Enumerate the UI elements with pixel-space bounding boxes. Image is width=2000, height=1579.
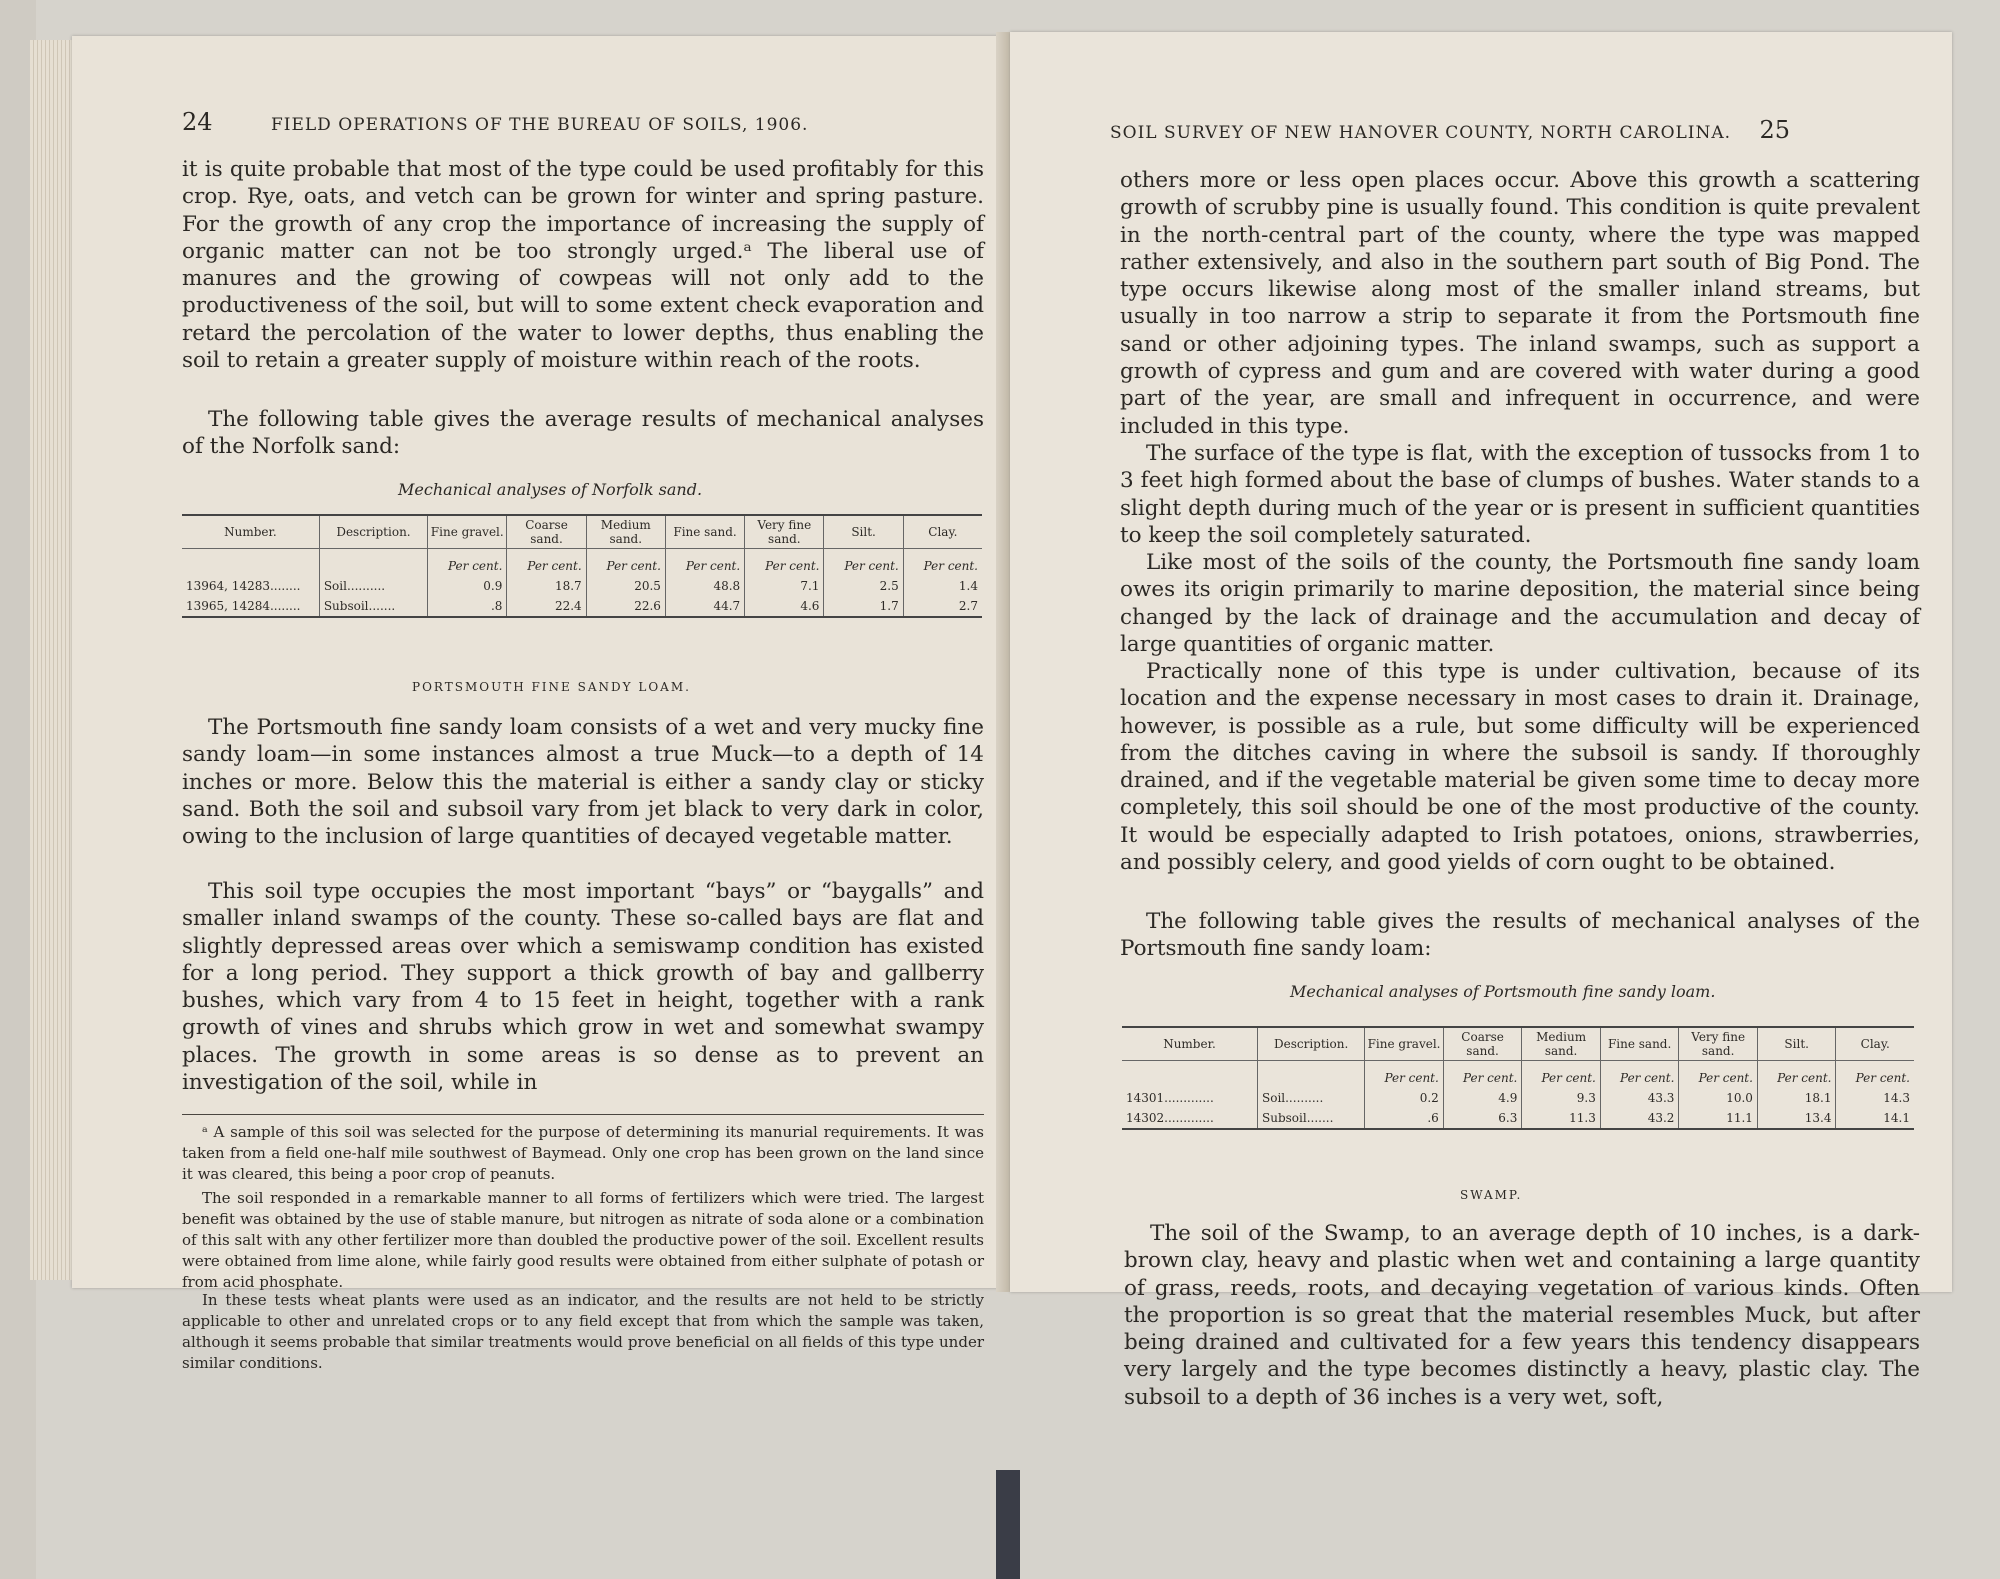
table-header-cell: Medium sand.	[586, 515, 665, 549]
table-row	[182, 576, 982, 596]
table-cell: Soil..........	[319, 576, 427, 596]
left-table-caption: Mechanical analyses of Norfolk sand.	[398, 480, 703, 499]
table-cell: .8	[428, 596, 507, 617]
page-edges	[30, 40, 75, 1280]
unit-cell: Per cent.	[923, 559, 978, 573]
unit-cell: Per cent.	[586, 549, 665, 577]
table-cell: 22.4	[507, 596, 586, 617]
table-row	[1122, 1108, 1914, 1129]
table-header-cell: Description.	[319, 515, 427, 549]
table-cell: 13965, 14284........	[182, 596, 319, 617]
left-section-heading: PORTSMOUTH FINE SANDY LOAM.	[412, 680, 691, 694]
right-paragraph-4: Practically none of this type is under cultivation, because of its location and the expense necessary in most cases to drain it. Drainage, however, is possible as a rule, but some difficulty will be experienced from the ditches caving in where the subsoil is sandy. If thoroughly drained, and if the vegetable material be given some time to decay more completely, this soil should be one of the most productive of the county. It would be especially adapted to Irish potatoes, onions, strawberries, and possibly celery, and good yields of corn ought to be obtained.	[1120, 659, 1920, 876]
unit-cell: Per cent.	[745, 549, 824, 577]
unit-cell: Per cent.	[1522, 1061, 1601, 1089]
right-running-head: SOIL SURVEY OF NEW HANOVER COUNTY, NORTH CAROLINA.	[1110, 123, 1732, 143]
table-cell: 0.2	[1365, 1088, 1444, 1108]
right-page-header	[1110, 116, 1790, 144]
table-header-cell: Silt.	[824, 515, 903, 549]
left-paragraph-3: The Portsmouth fine sandy loam consists of a wet and very mucky fine sandy loam—in some instances almost a true Muck—to a depth of 14 inches or more. Below this the material is either a sandy clay or sticky sand. Both the soil and subsoil vary from jet black to very dark in color, owing to the inclusion of large quantities of decayed vegetable matter.	[182, 715, 984, 850]
right-paragraph-5: The following table gives the results of mechanical analyses of the Portsmouth fine sandy loam:	[1120, 909, 1920, 962]
table-cell: Subsoil.......	[319, 596, 427, 617]
unit-cell: Per cent.	[428, 549, 507, 577]
table-cell: 43.3	[1600, 1088, 1679, 1108]
table-header-cell: Fine gravel.	[1365, 1027, 1444, 1061]
table-cell: 18.1	[1757, 1088, 1836, 1108]
left-page-number: 24	[182, 108, 213, 136]
table-header-cell: Coarse sand.	[1443, 1027, 1522, 1061]
table-cell: 43.2	[1600, 1108, 1679, 1129]
footnote-3: In these tests wheat plants were used as an indicator, and the results are not held to be strictly applicable to other and unrelated crops or to any field except that from which the sample was taken, although it seems probable that similar treatments would prove beneficial on all fields of this type under similar conditions.	[182, 1291, 984, 1372]
table-cell: 1.7	[824, 596, 903, 617]
table-header-cell: Very fine sand.	[1679, 1027, 1758, 1061]
unit-cell: Per cent.	[1365, 1061, 1444, 1089]
table-cell: 14.1	[1883, 1111, 1910, 1125]
table-cell: 4.6	[745, 596, 824, 617]
table-cell: 44.7	[665, 596, 744, 617]
table-cell: 20.5	[586, 576, 665, 596]
left-paragraph-1: it is quite probable that most of the type could be used profitably for this crop. Rye, oats, and vetch can be grown for winter and spring pasture. For the growth of any crop the importance of increasing the supply of organic matter can not be too strongly urged.ᵃ The liberal use of manures and the growing of cowpeas will not only add to the productiveness of the soil, but will to some extent check evaporation and retard the percolation of the water to lower depths, thus enabling the soil to retain a greater supply of moisture within reach of the roots.	[182, 157, 984, 374]
right-page	[1010, 32, 1952, 1410]
table-cell: 1.4	[958, 579, 978, 593]
table-header-cell: Medium sand.	[1522, 1027, 1601, 1061]
unit-cell: Per cent.	[1679, 1061, 1758, 1089]
right-section-heading: SWAMP.	[1460, 1188, 1523, 1202]
table-header-cell: Fine sand.	[665, 515, 744, 549]
table-cell: 10.0	[1679, 1088, 1758, 1108]
unit-cell: Per cent.	[1757, 1061, 1836, 1089]
table-cell: 11.3	[1522, 1108, 1601, 1129]
right-paragraph-1: others more or less open places occur. Above this growth a scattering growth of scrubby pine is usually found. This condition is quite prevalent in the north-central part of the county, where the type was mapped rather extensively, and also in the southern part south of Big Pond. The type occurs likewise along most of the smaller inland streams, but usually in too narrow a strip to separate it from the Portsmouth fine sand or other adjoining types. The inland swamps, such as support a growth of cypress and gum and are covered with water during a good part of the year, are small and infrequent in occurrence, and were included in this type.	[1120, 168, 1920, 439]
right-table-caption: Mechanical analyses of Portsmouth fine sandy loam.	[1290, 982, 1716, 1001]
table-cell: 11.1	[1679, 1108, 1758, 1129]
left-running-head: FIELD OPERATIONS OF THE BUREAU OF SOILS, 1906.	[270, 115, 809, 135]
table-row	[1122, 1088, 1914, 1108]
table-cell: Soil..........	[1258, 1088, 1365, 1108]
table-cell: 14.3	[1883, 1091, 1910, 1105]
right-paragraph-2: The surface of the type is flat, with the exception of tussocks from 1 to 3 feet high formed about the base of clumps of bushes. Water stands to a slight depth during much of the year or is present in sufficient quantities to keep the soil completely saturated.	[1120, 441, 1920, 548]
table-cell: .6	[1365, 1108, 1444, 1129]
table-cell: 0.9	[428, 576, 507, 596]
table-unit-row	[182, 549, 982, 577]
table-cell: 6.3	[1443, 1108, 1522, 1129]
unit-cell: Per cent.	[507, 549, 586, 577]
unit-cell: Per cent.	[1443, 1061, 1522, 1089]
unit-cell: Per cent.	[665, 549, 744, 577]
table-header-cell: Clay.	[1836, 1027, 1914, 1061]
table-cell: 13964, 14283........	[182, 576, 319, 596]
table-header-cell: Coarse sand.	[507, 515, 586, 549]
table-cell: 9.3	[1522, 1088, 1601, 1108]
left-paragraph-2: The following table gives the average results of mechanical analyses of the Norfolk sand:	[182, 407, 984, 460]
footnote-rule	[182, 1114, 984, 1115]
right-page-number: 25	[1759, 116, 1791, 144]
left-paragraph-4: This soil type occupies the most important “bays” or “baygalls” and smaller inland swamps of the county. These so-called bays are flat and slightly depressed areas over which a semiswamp condition has existed for a long period. They support a thick growth of bay and gallberry bushes, which vary from 4 to 15 feet in height, together with a rank growth of vines and shrubs which grow in wet and somewhat swampy places. The growth in some areas is so dense as to prevent an investigation of the soil, while in	[182, 879, 984, 1096]
table-cell: 48.8	[665, 576, 744, 596]
footnote-1: ᵃ A sample of this soil was selected for the purpose of determining its manurial requirements. It was taken from a field one-half mile southwest of Baymead. Only one crop has been grown on the land since it was cleared, this being a poor crop of peanuts.	[182, 1123, 984, 1183]
table-cell: 18.7	[507, 576, 586, 596]
table-header-cell: Description.	[1258, 1027, 1365, 1061]
table-row	[182, 596, 982, 617]
table-header-cell: Number.	[1122, 1027, 1258, 1061]
table-unit-row	[1122, 1061, 1914, 1089]
table-cell: 13.4	[1757, 1108, 1836, 1129]
table-header-cell: Very fine sand.	[745, 515, 824, 549]
table-cell: 7.1	[745, 576, 824, 596]
table-cell: 4.9	[1443, 1088, 1522, 1108]
table-cell: 22.6	[586, 596, 665, 617]
unit-cell: Per cent.	[1600, 1061, 1679, 1089]
table-header-cell: Silt.	[1757, 1027, 1836, 1061]
left-page	[72, 36, 1010, 1291]
table-cell: 2.7	[958, 599, 978, 613]
table-cell: 2.5	[824, 576, 903, 596]
table-header-cell: Number.	[182, 515, 319, 549]
table-cell: 14301.............	[1122, 1088, 1258, 1108]
right-paragraph-6: The soil of the Swamp, to an average depth of 10 inches, is a dark-brown clay, heavy and plastic when wet and containing a large quantity of grass, reeds, roots, and decaying vegetation of various kinds. Often the proportion is so great that the material resembles Muck, but after being drained and cultivated for a few years this tendency disappears very largely and the type becomes distinctly a heavy, plastic clay. The subsoil to a depth of 36 inches is a very wet, soft,	[1124, 1221, 1920, 1410]
unit-cell: Per cent.	[824, 549, 903, 577]
left-mechanical-analysis-table	[182, 514, 982, 618]
left-page-header	[182, 108, 808, 136]
table-cell: Subsoil.......	[1258, 1108, 1365, 1129]
right-mechanical-analysis-table	[1122, 1026, 1914, 1130]
unit-cell: Per cent.	[1855, 1071, 1910, 1085]
table-cell: 14302.............	[1122, 1108, 1258, 1129]
right-paragraph-3: Like most of the soils of the county, the Portsmouth fine sandy loam owes its origin primarily to marine deposition, the material since being changed by the lack of drainage and the accumulation and decay of large quantities of organic matter.	[1120, 550, 1920, 657]
table-header-cell: Fine sand.	[1600, 1027, 1679, 1061]
table-header-cell: Fine gravel.	[428, 515, 507, 549]
table-header-cell: Clay.	[903, 515, 982, 549]
book-spine	[996, 1470, 1020, 1579]
footnote-2: The soil responded in a remarkable manner to all forms of fertilizers which were tried. The largest benefit was obtained by the use of stable manure, but nitrogen as nitrate of soda alone or a combination of this salt with any other fertilizer more than doubled the productive power of the soil. Excellent results were obtained from lime alone, while fairly good results were obtained from either sulphate of potash or from acid phosphate.	[182, 1189, 984, 1291]
